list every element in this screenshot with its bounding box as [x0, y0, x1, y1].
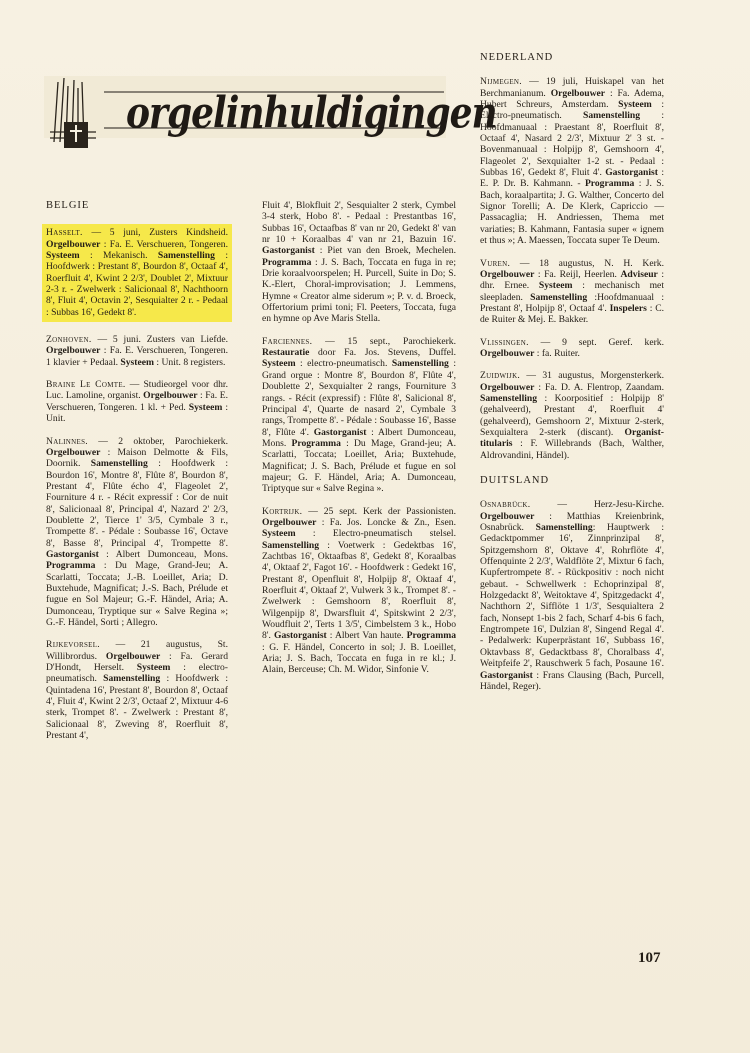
entry: [262, 506, 456, 676]
col3b-entries: [480, 499, 664, 692]
entry: [46, 436, 228, 629]
entry-place: Osnabrück.: [480, 499, 531, 511]
entry-place: Nijmegen.: [480, 76, 522, 88]
entry-place: Zonhoven.: [46, 334, 92, 346]
entry: [46, 639, 228, 741]
entry-place: Zuidwijk.: [480, 370, 521, 382]
entry: [42, 224, 232, 322]
section-heading-nederland: NEDERLAND: [480, 52, 554, 63]
entry-place: Braine Le Comte.: [46, 379, 126, 391]
entry: [480, 337, 664, 360]
entry-text: — 5 juni. Zusters van Liefde. Orgelbouwer : Fa. E. Verschueren, Tongeren. 1 klavier + Pedaal. Systeem : Unit. 8 registers.: [46, 334, 228, 368]
section-heading-duitsland: DUITSLAND: [480, 475, 550, 486]
entry: [262, 200, 456, 325]
entry-place: Vlissingen.: [480, 336, 529, 348]
entry: [262, 336, 456, 495]
col1-entries: [46, 224, 228, 741]
entry: [46, 379, 228, 424]
entry-text: — 9 sept. Geref. kerk. Orgelbouwer : fa. Ruiter.: [480, 336, 664, 359]
entry-text: — 21 augustus, St. Willibrordus. Orgelbouwer : Fa. Gerard D'Hondt, Herselt. Systeem : electro-pneumatisch. Samenstelling : Hoofdwerk : Quintadena 16', Prestant 8', Bourdon 8', Octaaf 4', Fluit 4', Kwint 2 2/3', Octaaf 2', Mixtuur 4-6 sterk, Trompet 8'. - Zwelwerk : Prestant 8', Salicionaal 8', Zweving 8', Roerfluit 8', Prestant 4',: [46, 639, 228, 742]
entry-text: — 31 augustus, Morgensterkerk. Orgelbouwer : Fa. D. A. Flentrop, Zaandam. Samenstelling : Koorpositief : Holpijp 8' (gehalveerd), Prestant 4', Roerfluit 4' (gehalveerd), Gemshoorn 2', Mixtuur 2-sterk, Sexquialtera 2-sterk (discant). Organist-titularis : F. Willebrands (Bach, Walther, Aldrovandini, Händel).: [480, 370, 664, 461]
banner: [44, 72, 497, 152]
entry-text: — 2 oktober, Parochiekerk. Orgelbouwer : Maison Delmotte & Fils, Doornik. Samenstelling : Hoofdwerk : Bourdon 16', Montre 8', Flûte 8', Bourdon 8', Prestant 4', Flûte écho 4', Flageolet 2', Fourniture 4 r. - Récit expressif : Cor de nuit 8', Salicionaal 8', Principal 4', Nazard 2' 2/3, Doublette 2', Tierce 1' 3/5, Cymbale 3 r., Trompette 8'. - Pédale : Soubasse 16', Octave 8', Basse 8', Principal 4', Trompette 8'. Gastorganist : Albert Dumonceau, Mons. Programma : Du Mage, Grand-Jeu; A. Scarlatti, Toccata; J.-B. Loeillet, Aria; D. Buxtehude, Magnificat; J.-S. Bach, Prélude et fugue en Sol Majeur; G.-F. Händel, Aria; A. Dumonceau, Tryptique sur « Salve Regina »; G.-F. Händel, Sorti ; Allegro.: [46, 435, 228, 628]
col2-entries: [262, 200, 456, 676]
entry-text: — 5 juni, Zusters Kindsheid. Orgelbouwer : Fa. E. Verschueren, Tongeren. Systeem : Mekanisch. Samenstelling : Hoofdwerk : Prestant 8', Bourdon 8', Octaaf 4', Roerfluit 4', Kwint 2 2/3', Doublet 2', Mixtuur 2-3 r. - Zwelwerk : Salicionaal 8', Nachthoorn 8', Fluit 4', Octavin 2', Sesquialter 2 r. - Pedaal : Subbas 16', Gedekt 8'.: [46, 227, 228, 318]
banner-title: orgelinhuldigingen: [126, 87, 497, 139]
entry-text: — 25 sept. Kerk der Passionisten. Orgelbouwer : Fa. Jos. Loncke & Zn., Esen. Systeem : Electro-pneumatisch stelsel. Samenstelling : Voetwerk : Gedektbas 16', Zachtbas 16', Oktaafbas 8', Gedekt 8', Koraalbas 4', Oktaaf 2', Fagot 16'. - Hoofdwerk : Gedekt 16', Prestant 8', Openfluit 8', Holpijp 8', Oktaaf 4', Roerfluit 4', Oktaaf 2', Vulwerk 3 k., Trompet 8'. - Zwelwerk : Gemshoorn 8', Roerfluit 8', Wilgenpijp 8', Dwarsfluit 4', Spitskwint 2 2/3', Woudfluit 2', Terts 1 3/5', Cimbelstem 3 k., Hobo 8'. Gastorganist : Albert Van haute. Programma : G. F. Händel, Concerto in sol; J. B. Loeillet, Aria; J. S. Bach, Toccata en fuga in re kl.; J. Alain, Berceuse; Ch. M. Widor, Sinfonie V.: [262, 505, 456, 676]
entry-place: Nalinnes.: [46, 435, 88, 447]
entry-place: Kortrijk.: [262, 505, 303, 517]
entry-place: Rijkevorsel.: [46, 639, 101, 651]
entry-text: Fluit 4', Blokfluit 2', Sesquialter 2 sterk, Cymbel 3-4 sterk, Hobo 8'. - Pedaal : Prestantbas 16', Subbas 16', Octaafbas 8' van nr 20, Gedekt 8' van nr 10 + Koraalbas 4' van nr 21, Bazuin 16'. Gastorganist : Piet van den Broek, Mechelen. Programma : J. S. Bach, Toccata en fuga in re; Drie koraalvoorspelen; H. Purcell, Suite in Do; S. K.-Elert, Choral-improvisation; J. Lemmens, Hymne « Creator alme siderum »; P. v. d. Broeck, Offertorium primi toni; Fl. Peeters, Toccata, fuga en hymne op Ave Maris Stella.: [262, 200, 456, 325]
entry: [46, 334, 228, 368]
entry-place: Vuren.: [480, 257, 511, 269]
column-2: [262, 200, 456, 687]
entry-text: — Herz-Jesu-Kirche. Orgelbouwer : Matthias Kreienbrink, Osnabrück. Samenstelling: Hauptwerk : Gedacktpommer 16', Zinnprinzipal 8', Spitzgemshorn 8', Oktave 4', Rohrflöte 4', Offenquinte 2 2/3', Waldflöte 2', Mixtur 6 fach, Kupfertrompete 8'. - Rückpositiv : noch nicht gebaut. - Schwellwerk : Echoprinzipal 8', Holzgedackt 8', Weitoktave 4', Spitzgedackt 4', Nachthorn 2', Sifflöte 1 1/3', Sesquialtera 2 fach, Nonsept 1-bis 2 fach, Scharf 4-bis 6 fach, Engtrompete 16', Dulzian 8', Singend Regal 4'. - Pedalwerk: Kuperprästant 16', Subbass 16', Oktavbass 8', Gedacktbass 8', Choralbass 4', Weitpfeife 2', Rauschwerk 5 fach, Posaune 16'. Gastorganist : Frans Clausing (Bach, Purcell, Händel, Reger).: [480, 499, 664, 692]
entry: [480, 258, 664, 326]
entry: [480, 499, 664, 692]
entry: [480, 76, 664, 246]
entry: [480, 370, 664, 461]
entry-text: — 19 juli, Huiskapel van het Berchmanianum. Orgelbouwer : Fa. Adema, Hubert Schreurs, Amsterdam. Systeem : Electro-pneumatisch. Samenstelling : Hoofdmanuaal : Praestant 8', Roerfluit 8', Octaaf 4', Nasard 2 2/3', Mixtuur 2' 3 st. - Bovenmanuaal : Holpijp 8', Gemshoorn 4', Flageolet 2', Sexquialter 1-2 st. - Pedaal : Subbas 16', Gedekt 8', Fluit 4'. Gastorganist : E. P. Dr. B. Kahmann. - Programma : J. S. Bach, koraalpartita; J. G. Walther, Concerto del Signor Torelli; A. De Klerk, Capriccio — Passacaglia; H. Andriessen, Thema met variaties; B. Kahmann, Fantasia super « ignem et thus »; A. Maessen, Toccata super Te Deum.: [480, 76, 665, 247]
page-number: 107: [638, 950, 661, 966]
entry-text: — 15 sept., Parochiekerk. Restauratie door Fa. Jos. Stevens, Duffel. Systeem : electro-pneumatisch. Samenstelling : Grand orgue : Montre 8', Bourdon 8', Flûte 4', Doublette 2', Sexquialter 2 rangs, Fourniture 3 rangs. - Récit (expressif) : Flûte 8', Salicional 8', Principal 4', Quarte de nasard 2', Cymbale 3 rangs, Trompette 8'. - Pédale : Soubasse 16', Basse 8', Flûte 4'. Gastorganist : Albert Dumonceau, Mons. Programma : Du Mage, Grand-jeu; A. Scarlatti, Toccata; Loeillet, Aria; Buxtehude, Magnificat; J. S. Bach, Prélude et fugue en sol majeur; G. F. Händel, Aria; A. Dumonceau, Triptyque sur « Salve Regina ».: [262, 335, 457, 495]
section-heading-belgie: BELGIE: [46, 200, 90, 211]
column-3: [480, 52, 664, 703]
entry-place: Hasselt.: [46, 227, 83, 239]
entry-text: — Studieorgel voor dhr. Luc. Lamoline, organist. Orgelbouwer : Fa. E. Verschueren, Tongeren. 1 kl. + Ped. Systeem : Unit.: [46, 379, 228, 425]
entry-place: Farciennes.: [262, 335, 313, 347]
col3a-entries: [480, 76, 664, 461]
entry-text: — 18 augustus, N. H. Kerk. Orgelbouwer : Fa. Reijl, Heerlen. Adviseur : dhr. Ernee. Systeem : mechanisch met sleepladen. Samenstelling :Hoofdmanuaal : Prestant 8', Holpijp 8', Octaaf 4'. Inspelers : C. de Ruiter & Mej. E. Bakker.: [480, 257, 665, 326]
column-1: [46, 200, 228, 752]
